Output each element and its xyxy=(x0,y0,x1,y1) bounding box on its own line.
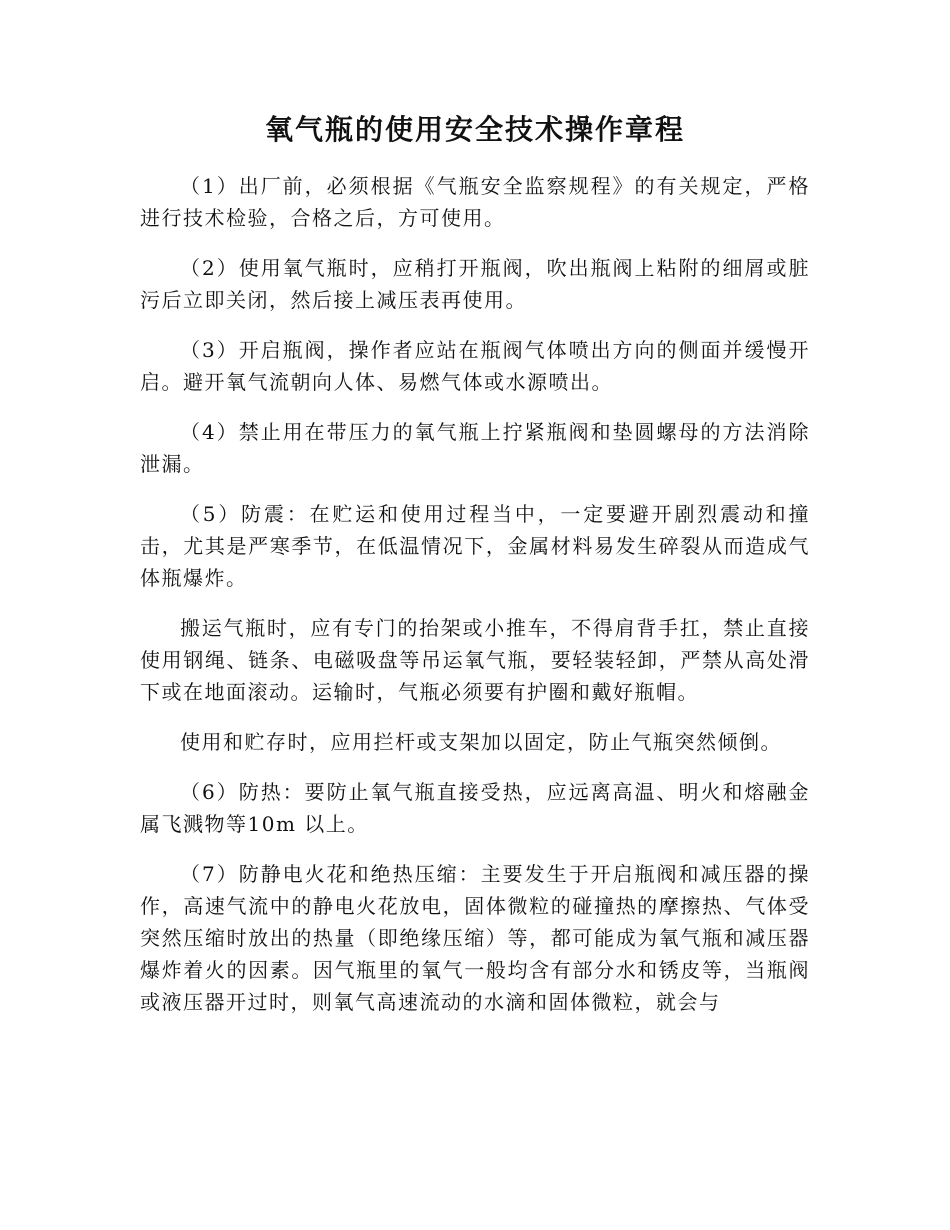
paragraph-9: （7）防静电火花和绝热压缩：主要发生于开启瓶阀和减压器的操作，高速气流中的静电火花放电，固体微粒的碰撞热的摩擦热、气体受突然压缩时放出的热量（即绝缘压缩）等，都可能成为氧气瓶和减压器爆炸着火的因素。因气瓶里的氧气一般均含有部分水和锈皮等，当瓶阀或液压器开过时，则氧气高速流动的水滴和固体微粒，就会与 xyxy=(140,862,810,1014)
paragraph-2: （2）使用氧气瓶时，应稍打开瓶阀，吹出瓶阀上粘附的细屑或脏污后立即关闭，然后接上减压表再使用。 xyxy=(140,256,810,312)
paragraph-4: （4）禁止用在带压力的氧气瓶上拧紧瓶阀和垫圆螺母的方法消除泄漏。 xyxy=(140,420,810,476)
paragraph-1: （1）出厂前，必须根据《气瓶安全监察规程》的有关规定，严格进行技术检验，合格之后，方可使用。 xyxy=(140,174,810,230)
paragraph-8: （6）防热：要防止氧气瓶直接受热，应远离高温、明火和熔融金属飞溅物等10m 以上。 xyxy=(140,780,810,836)
paragraph-6: 搬运气瓶时，应有专门的抬架或小推车，不得肩背手扛，禁止直接使用钢绳、链条、电磁吸盘等吊运氧气瓶，要轻装轻卸，严禁从高处滑下或在地面滚动。运输时，气瓶必须要有护圈和戴好瓶帽。 xyxy=(140,616,810,704)
document-body xyxy=(140,170,810,1018)
paragraph-3: （3）开启瓶阀，操作者应站在瓶阀气体喷出方向的侧面并缓慢开启。避开氧气流朝向人体、易燃气体或水源喷出。 xyxy=(140,338,810,394)
paragraph-7: 使用和贮存时，应用拦杆或支架加以固定，防止气瓶突然倾倒。 xyxy=(180,730,782,754)
paragraph-5: （5）防震：在贮运和使用过程当中，一定要避开剧烈震动和撞击，尤其是严寒季节，在低温情况下，金属材料易发生碎裂从而造成气体瓶爆炸。 xyxy=(140,502,810,590)
document-title: 氧气瓶的使用安全技术操作章程 xyxy=(264,113,685,146)
